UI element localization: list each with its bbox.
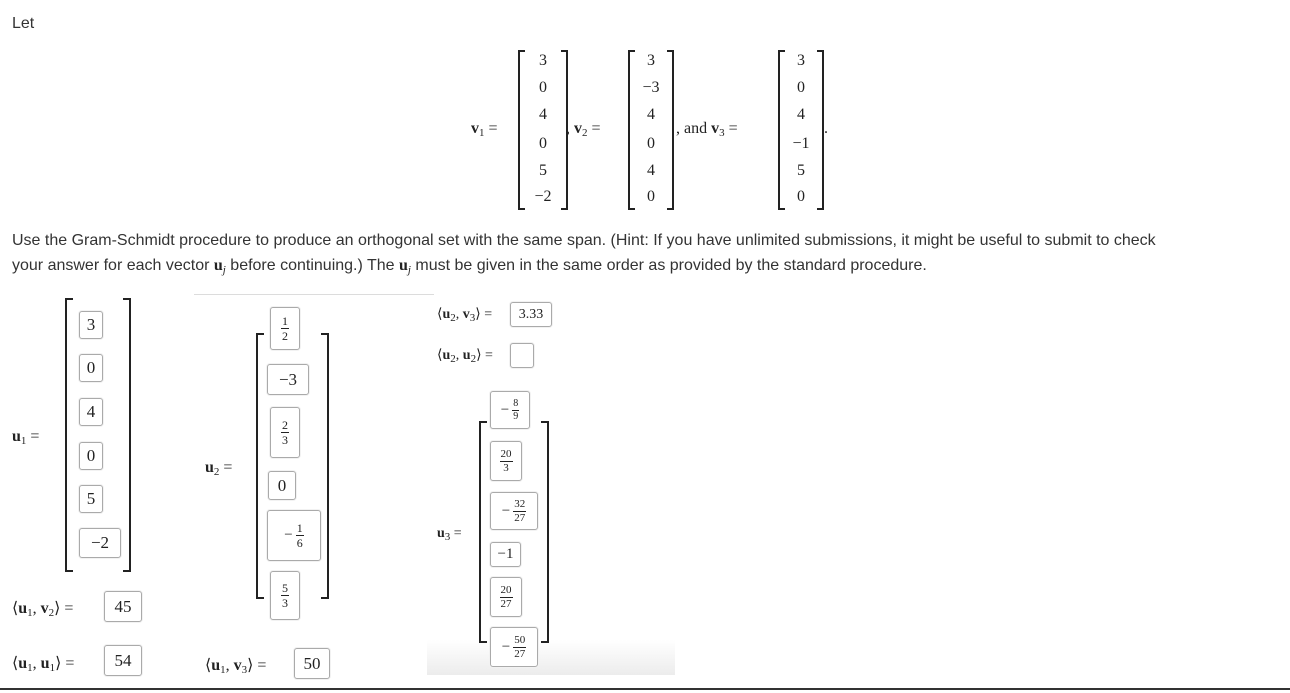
u1-entry-input[interactable]: 0	[79, 442, 103, 470]
u3-entry-input[interactable]: $\frac{20}{27}$	[490, 577, 522, 617]
v2-entry: 3	[647, 52, 655, 69]
u2-entry-input[interactable]: − $\frac{1}{6}$	[267, 510, 321, 561]
v3-entry: 5	[797, 162, 805, 179]
v3-entry: 0	[797, 79, 805, 96]
v1-label: v1 =	[471, 120, 498, 139]
v3-label: , and v3 =	[676, 120, 738, 139]
u1-entry-input[interactable]: 5	[79, 485, 103, 513]
u1-bracket-right	[123, 298, 131, 572]
u3-entry-input[interactable]: − $\frac{32}{27}$	[490, 492, 538, 530]
u3-entry-input[interactable]: $\frac{20}{3}$	[490, 441, 522, 481]
u2-entry-input[interactable]: 0	[268, 471, 296, 500]
u1-label: u1 =	[12, 428, 40, 447]
instructions-line1: Use the Gram-Schmidt procedure to produce an orthogonal set with the same span. (Hint: If you have unlimited submissions, it might be useful to submit to check	[12, 232, 1156, 249]
v3-entry: 0	[797, 188, 805, 205]
u2-u2-input[interactable]	[510, 343, 534, 368]
v2-entry: 4	[647, 162, 655, 179]
u2-bracket-left	[256, 333, 264, 599]
u2-v3-input[interactable]: 3.33	[510, 302, 552, 327]
u2-entry-input[interactable]: $\frac{5}{3}$	[270, 571, 300, 620]
v1-matrix	[518, 52, 568, 208]
u2-entry-input[interactable]: $\frac{1}{2}$	[270, 307, 300, 350]
u1-entry-input[interactable]: 3	[79, 311, 103, 339]
u1-u1-label: ⟨u1, u1⟩ =	[12, 655, 75, 674]
u3-entry-input[interactable]: − $\frac{50}{27}$	[490, 627, 538, 667]
v3-entry: 4	[797, 106, 805, 123]
instructions-line2: your answer for each vector uj before continuing.) The uj must be given in the same order as provided by the standard procedure.	[12, 257, 927, 276]
u1-entry-input[interactable]: 4	[79, 398, 103, 426]
u3-entry-input[interactable]: − $\frac{8}{9}$	[490, 391, 530, 429]
u1-u1-input[interactable]: 54	[104, 645, 142, 676]
u3-bracket-right	[541, 421, 549, 643]
u2-label: u2 =	[205, 459, 233, 478]
v3-period: .	[824, 120, 828, 137]
v1-entry: −2	[534, 188, 552, 205]
u3-entry-input[interactable]: −1	[490, 542, 521, 567]
u1-v2-label: ⟨u1, v2⟩ =	[12, 600, 74, 619]
v2-matrix	[628, 52, 674, 208]
u1-entry-input[interactable]: −2	[79, 528, 121, 558]
v1-entry: 3	[539, 52, 547, 69]
u1-v3-input[interactable]: 50	[294, 648, 330, 679]
v1-entry: 0	[539, 79, 547, 96]
u3-label: $u_3$ =	[437, 526, 462, 543]
u2-bracket-right	[321, 333, 329, 599]
v2-entry: −3	[642, 79, 660, 96]
u2-u2-label: $⟨u_2$, $u_2⟩$ =	[437, 348, 493, 365]
v2-entry: 4	[647, 106, 655, 123]
v2-entry: 0	[647, 188, 655, 205]
u2-entry-input[interactable]: −3	[267, 364, 309, 395]
v3-entry: 3	[797, 52, 805, 69]
u1-v2-input[interactable]: 45	[104, 591, 142, 622]
v3-matrix	[778, 52, 824, 208]
separator-line	[194, 294, 434, 295]
v2-label: , v2 =	[566, 120, 601, 139]
intro-text: Let	[12, 15, 35, 32]
v2-entry: 0	[647, 135, 655, 152]
u1-v3-label: ⟨u1, v3⟩ =	[205, 657, 267, 676]
u3-bracket-left	[479, 421, 487, 643]
bottom-divider	[0, 688, 1290, 690]
v1-entry: 5	[539, 162, 547, 179]
v3-entry: −1	[792, 135, 810, 152]
u1-bracket-left	[65, 298, 73, 572]
u2-v3-label: $⟨u_2$, $v_3⟩$ =	[437, 307, 493, 324]
v1-entry: 4	[539, 106, 547, 123]
v1-entry: 0	[539, 135, 547, 152]
panel-shade	[427, 640, 675, 675]
u2-entry-input[interactable]: $\frac{2}{3}$	[270, 407, 300, 458]
u1-entry-input[interactable]: 0	[79, 354, 103, 382]
